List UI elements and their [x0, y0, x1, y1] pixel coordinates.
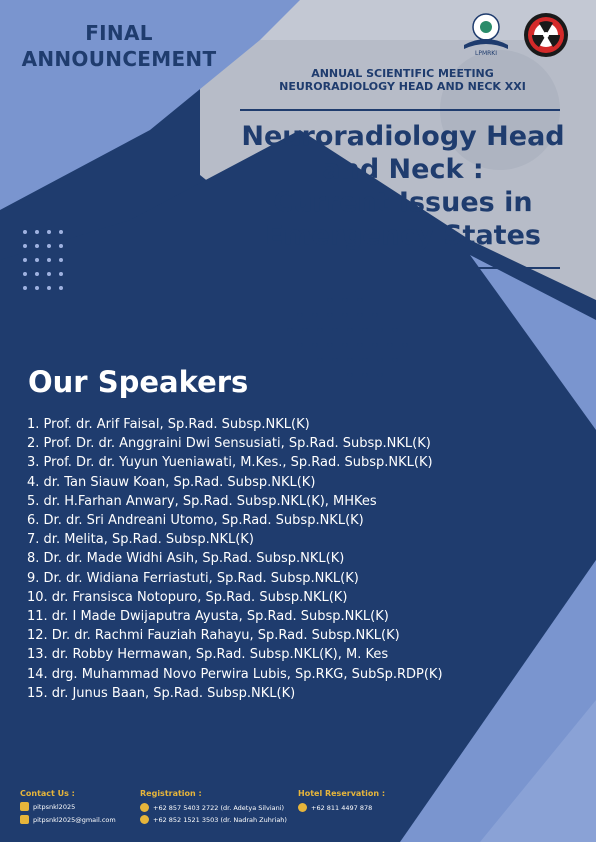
speaker-item: 8. Dr. dr. Made Widhi Asih, Sp.Rad. Subsp.NKL(K) — [27, 551, 345, 567]
registration-phone-text: +62 852 1521 3503 (dr. Nadrah Zuhriah) — [153, 815, 287, 824]
speaker-item: 11. dr. I Made Dwijaputra Ayusta, Sp.Rad. Subsp.NKL(K) — [27, 609, 389, 625]
speaker-item: 7. dr. Melita, Sp.Rad. Subsp.NKL(K) — [27, 532, 254, 548]
speaker-item: 5. dr. H.Farhan Anwary, Sp.Rad. Subsp.NKL(K), MHKes — [27, 493, 377, 509]
speaker-item: 15. dr. Junus Baan, Sp.Rad. Subsp.NKL(K) — [27, 685, 296, 701]
speaker-item: 10. dr. Fransisca Notopuro, Sp.Rad. Subsp.NKL(K) — [27, 589, 348, 605]
meeting-line-1: ANNUAL SCIENTIFIC MEETING — [311, 67, 494, 80]
speaker-item: 6. Dr. dr. Sri Andreani Utomo, Sp.Rad. Subsp.NKL(K) — [27, 513, 364, 529]
speakers-list — [27, 415, 443, 703]
email-address: pitpsnkl2025@gmail.com — [33, 815, 116, 824]
announcement-line-1: FINAL — [85, 21, 153, 45]
instagram-contact[interactable] — [20, 802, 75, 811]
speaker-item: 12. Dr. dr. Rachmi Fauziah Rahayu, Sp.Rad. Subsp.NKL(K) — [27, 628, 400, 644]
whatsapp-icon — [140, 815, 149, 824]
page-title — [228, 120, 578, 252]
announcement-line-2: ANNOUNCEMENT — [21, 47, 217, 71]
instagram-handle: pitpsnkl2025 — [33, 802, 76, 811]
meeting-subtitle — [250, 67, 555, 93]
title-line-2: and Neck : — [322, 154, 484, 185]
contact-label: Contact Us : — [20, 789, 75, 798]
hotel-phone-text: +62 811 4497 878 — [311, 803, 373, 812]
title-line-1: Neuroradiology Head — [241, 121, 565, 152]
speaker-item: 13. dr. Robby Hermawan, Sp.Rad. Subsp.NKL(K), M. Kes — [27, 647, 389, 663]
whatsapp-icon — [298, 803, 307, 812]
registration-phone-text: +62 857 5403 2722 (dr. Adetya Silviani) — [153, 803, 285, 812]
title-line-4: Emergency States — [265, 220, 541, 251]
speaker-item: 14. drg. Muhammad Novo Perwira Lubis, Sp.RKG, SubSp.RDP(K) — [27, 666, 443, 682]
speaker-item: 2. Prof. Dr. dr. Anggraini Dwi Sensusiati, Sp.Rad. Subsp.NKL(K) — [27, 436, 431, 452]
email-icon — [20, 815, 29, 824]
registration-phone-1[interactable] — [140, 803, 284, 812]
lpmrki-logo — [456, 9, 516, 57]
instagram-icon — [20, 802, 29, 811]
email-contact[interactable] — [20, 815, 116, 824]
hotel-label: Hotel Reservation : — [298, 789, 386, 798]
speaker-item: 9. Dr. dr. Widiana Ferriastuti, Sp.Rad. Subsp.NKL(K) — [27, 570, 359, 586]
logo-text: LPMRKI — [474, 50, 498, 57]
speaker-item: 1. Prof. dr. Arif Faisal, Sp.Rad. Subsp.NKL(K) — [27, 417, 310, 432]
speakers-heading: Our Speakers — [28, 365, 249, 399]
registration-label: Registration : — [140, 789, 202, 798]
registration-phone-2[interactable] — [140, 815, 287, 824]
meeting-line-2: NEURORADIOLOGY HEAD AND NECK XXI — [279, 80, 526, 93]
final-announcement — [14, 20, 224, 72]
speaker-item: 4. dr. Tan Siauw Koan, Sp.Rad. Subsp.NKL(K) — [27, 474, 316, 490]
whatsapp-icon — [140, 803, 149, 812]
title-line-3: Current Issues in — [273, 187, 533, 218]
radiation-logo — [523, 12, 569, 58]
hotel-phone[interactable] — [298, 803, 372, 812]
speaker-item: 3. Prof. Dr. dr. Yuyun Yueniawati, M.Kes., Sp.Rad. Subsp.NKL(K) — [27, 455, 433, 471]
